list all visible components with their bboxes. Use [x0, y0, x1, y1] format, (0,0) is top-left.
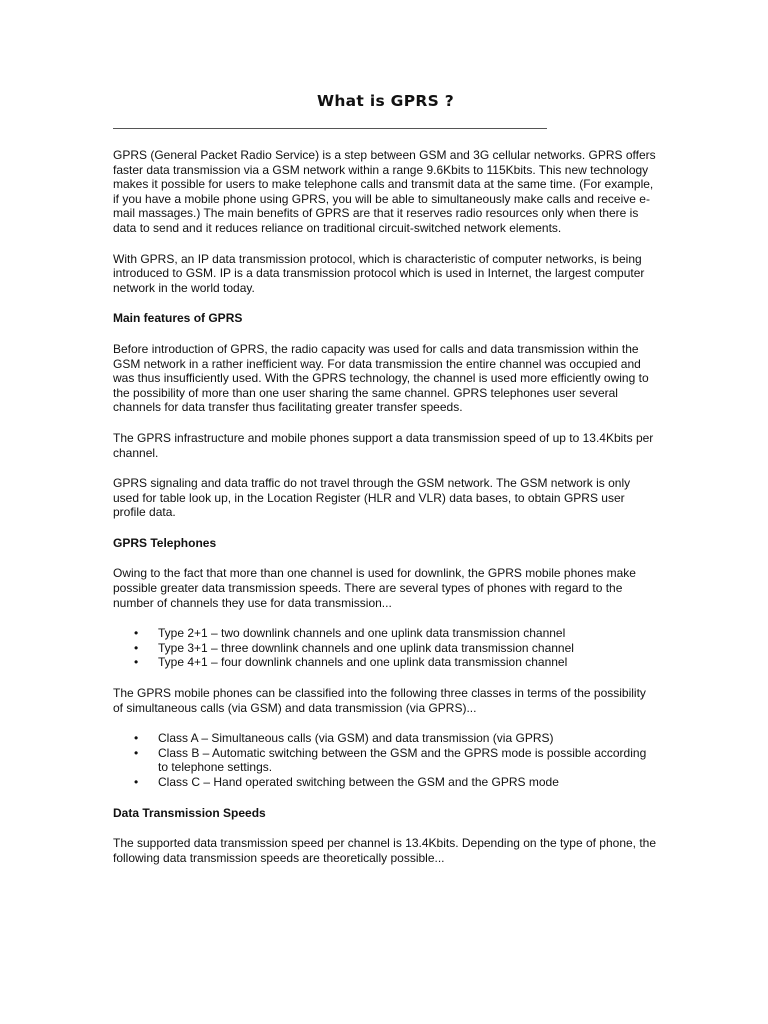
features-paragraph: The GPRS infrastructure and mobile phones support a data transmission speed of up to 13.4Kbits per channel. [113, 430, 654, 460]
title-divider [113, 128, 547, 129]
section-heading-transmission-speeds: Data Transmission Speeds [113, 805, 266, 820]
telephones-intro: Owing to the fact that more than one channel is used for downlink, the GPRS mobile phones make possible greater data transmission speeds. There are several types of phones with regard to the number of channels they use for data transmission... [113, 566, 636, 610]
list-item: • Class B – Automatic switching between the GSM and the GPRS mode is possible according to telephone settings. [158, 746, 658, 775]
phone-classes-list [113, 731, 658, 789]
list-item: • Class A – Simultaneous calls (via GSM) and data transmission (via GPRS) [158, 731, 658, 746]
section-heading-gprs-telephones: GPRS Telephones [113, 535, 217, 550]
list-item: • Class C – Hand operated switching between the GSM and the GPRS mode [158, 775, 658, 790]
list-item: • Type 2+1 – two downlink channels and one uplink data transmission channel [158, 626, 658, 641]
list-item: • Type 3+1 – three downlink channels and one uplink data transmission channel [158, 641, 658, 656]
features-paragraph: GPRS signaling and data traffic do not travel through the GSM network. The GSM network is only used for table look up, in the Location Register (HLR and VLR) data bases, to obtain GPRS user profile data. [113, 476, 631, 520]
document-body [113, 148, 658, 881]
features-paragraph: Before introduction of GPRS, the radio capacity was used for calls and data transmission within the GSM network in a rather inefficient way. For data transmission the entire channel was occupied and was thus insufficiently used. With the GPRS technology, the channel is used more efficiently owing to the possibility of more than one user sharing the same channel. GPRS telephones user several channels for data transfer thus facilitating greater transfer speeds. [113, 341, 649, 415]
intro-paragraph: GPRS (General Packet Radio Service) is a step between GSM and 3G cellular networks. GPRS offers faster data transmission via a GSM network within a range 9.6Kbits to 115Kbits. This new technology makes it possible for users to make telephone calls and transmit data at the same time. (For example, if you have a mobile phone using GPRS, you will be able to simultaneously make calls and receive e-mail massages.) The main benefits of GPRS are that it reserves radio resources only when there is data to send and it reduces reliance on traditional circuit-switched network elements. [113, 148, 656, 235]
classes-intro: The GPRS mobile phones can be classified into the following three classes in terms of the possibility of simultaneous calls (via GSM) and data transmission (via GPRS)... [113, 686, 646, 715]
document-title: What is GPRS ? [316, 92, 455, 110]
list-item: • Type 4+1 – four downlink channels and one uplink data transmission channel [158, 655, 658, 670]
section-heading-main-features: Main features of GPRS [113, 311, 243, 326]
speeds-paragraph: The supported data transmission speed per channel is 13.4Kbits. Depending on the type of phone, the following data transmission speeds are theoretically possible... [113, 836, 657, 865]
intro-paragraph: With GPRS, an IP data transmission protocol, which is characteristic of computer networks, is being introduced to GSM. IP is a data transmission protocol which is used in Internet, the largest computer network in the world today. [113, 251, 645, 295]
phone-types-list [113, 626, 658, 670]
